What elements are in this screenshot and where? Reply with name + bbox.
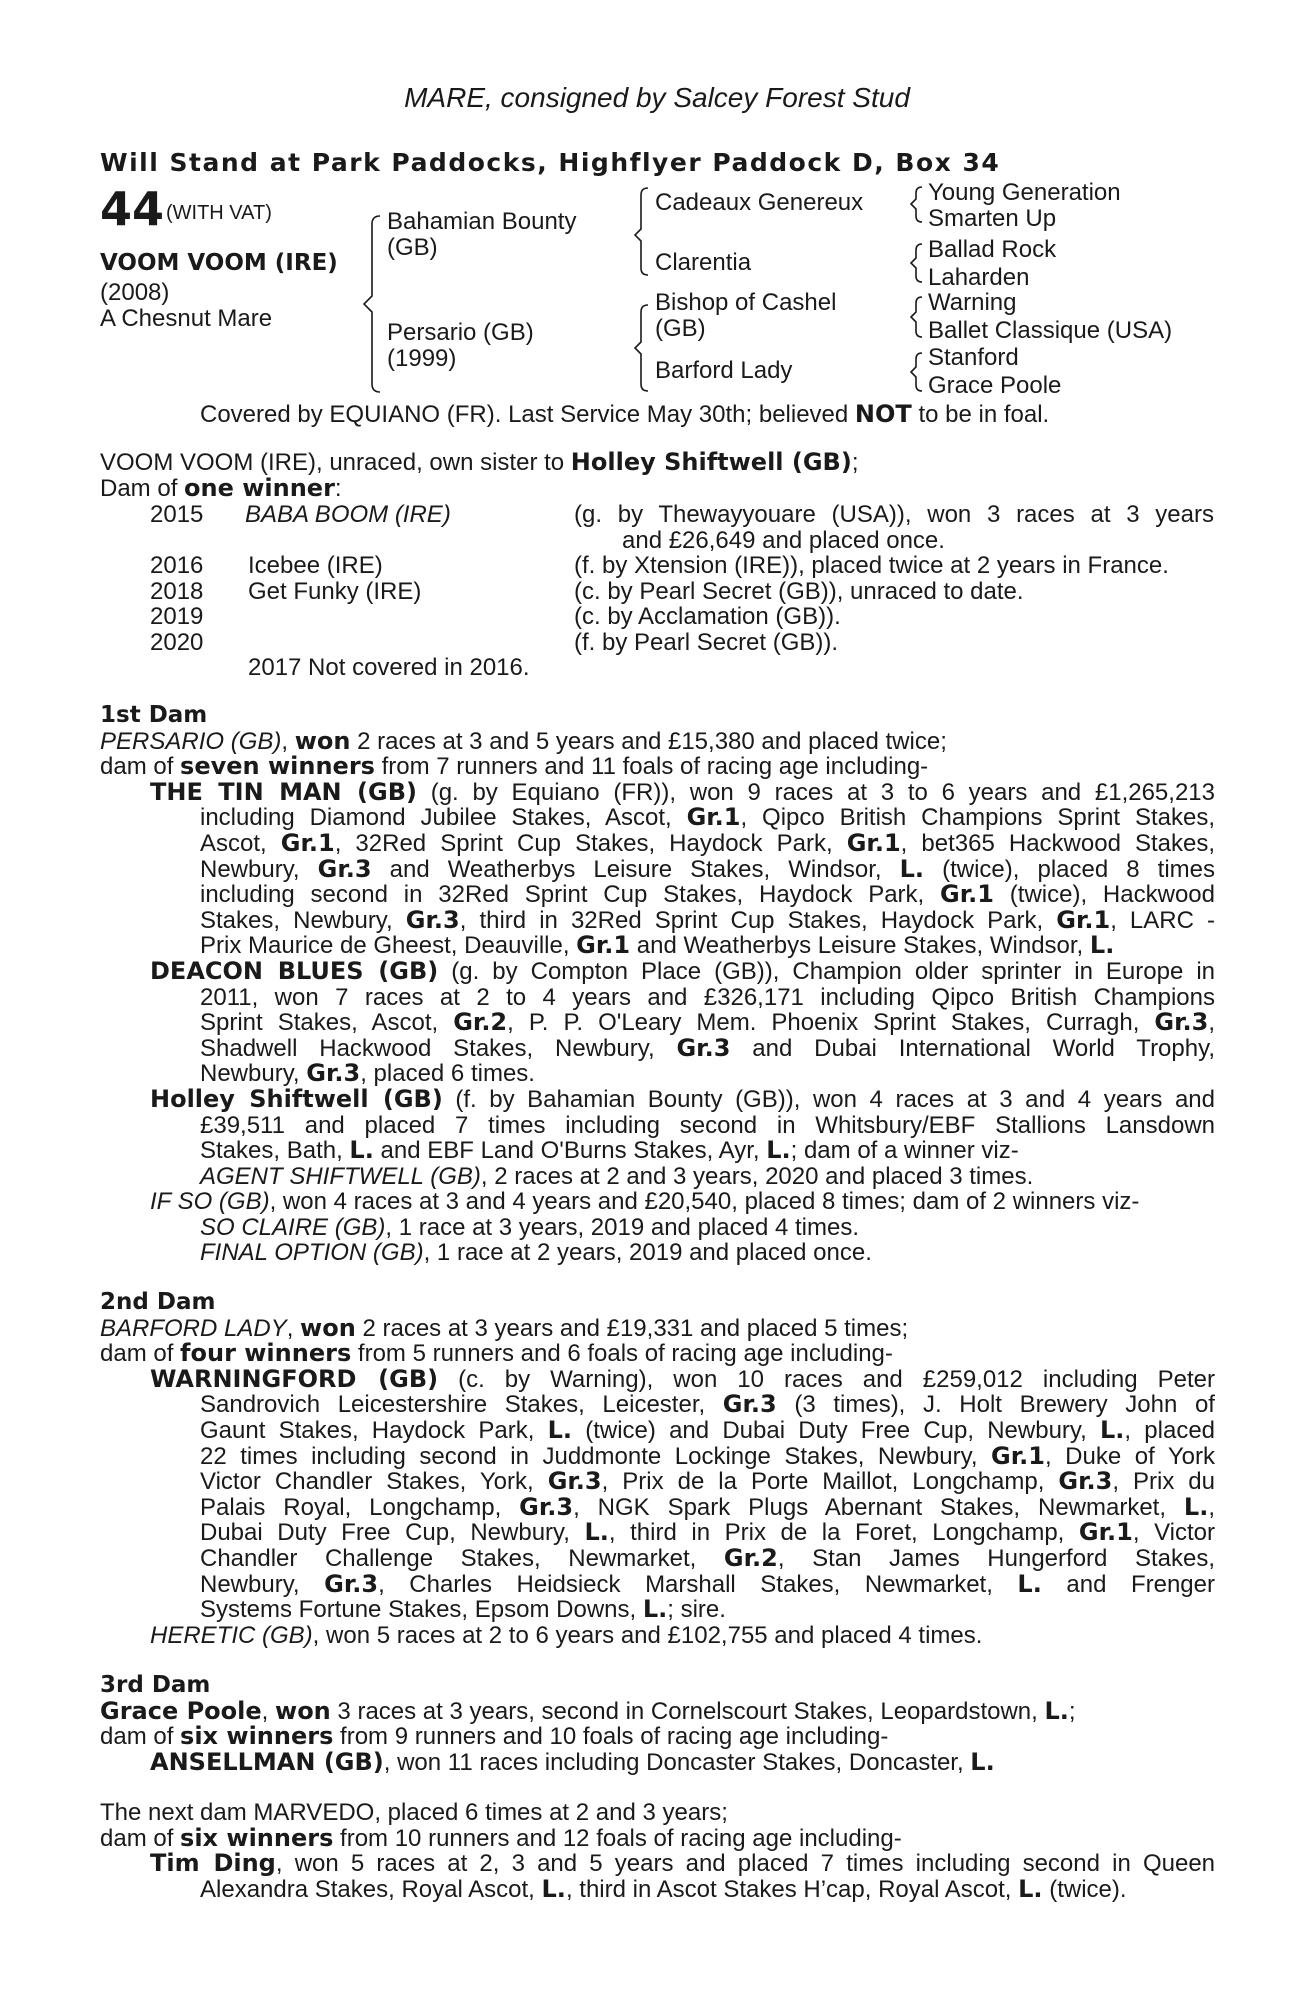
stand-location: Will Stand at Park Paddocks, Highflyer Paddock D, Box 34 bbox=[100, 148, 1001, 177]
progeny-cont: Newbury, Gr.3, placed 6 times. bbox=[200, 1059, 535, 1088]
progeny-cont: Palais Royal, Longchamp, Gr.3, NGK Spark Plugs Abernant Stakes, Newmarket, L., bbox=[200, 1492, 1215, 1521]
covering-not: NOT bbox=[854, 400, 912, 428]
sister-name: Holley Shiftwell (GB) bbox=[570, 448, 852, 476]
produce-detail: (g. by Thewayyouare (USA)), won 3 races at 3 years bbox=[574, 501, 1214, 528]
bracket-dam-line bbox=[635, 305, 648, 391]
progeny-name: WARNINGFORD (GB) bbox=[150, 1364, 439, 1393]
dam-line: PERSARIO (GB), won 2 races at 3 and 5 years and £15,380 and placed twice; bbox=[100, 726, 947, 755]
progeny-name: Holley Shiftwell (GB) bbox=[150, 1084, 443, 1113]
pedigree-ssd: Smarten Up bbox=[928, 205, 1057, 232]
pedigree-dam-sire: Bishop of Cashel (GB) bbox=[655, 289, 837, 342]
pedigree-dam-dam: Barford Lady bbox=[655, 357, 793, 384]
produce-detail: (f. by Xtension (IRE)), placed twice at 2 years in France. bbox=[574, 552, 1169, 579]
dam-line: dam of six winners from 9 runners and 10 foals of racing age including- bbox=[100, 1722, 889, 1751]
progeny-cont: Gaunt Stakes, Haydock Park, L. (twice) and Dubai Duty Free Cup, Newbury, L., placed bbox=[200, 1415, 1216, 1444]
section-heading: 3rd Dam bbox=[100, 1672, 211, 1698]
lot-number: 44 bbox=[100, 182, 165, 236]
pedigree-sdd: Laharden bbox=[928, 264, 1030, 291]
dam-line: dam of four winners from 5 runners and 6 foals of racing age including- bbox=[100, 1339, 893, 1368]
pedigree-sire-sire: Cadeaux Genereux bbox=[655, 189, 864, 216]
progeny-name: DEACON BLUES (GB) bbox=[150, 956, 439, 985]
vat-note: (WITH VAT) bbox=[166, 202, 272, 224]
produce-year: 2015 bbox=[150, 501, 204, 528]
grandprogeny-line: FINAL OPTION (GB), 1 race at 2 years, 2019 and placed once. bbox=[200, 1239, 872, 1267]
progeny-cont: Dubai Duty Free Cup, Newbury, L., third in Prix de la Foret, Longchamp, Gr.1, Victor bbox=[200, 1518, 1215, 1547]
progeny-cont: 2011, won 7 races at 2 to 4 years and £326,171 including Qipco British Champions bbox=[200, 983, 1215, 1011]
produce-year: 2020 bbox=[150, 629, 204, 656]
progeny-cont: 22 times including second in Juddmonte Lockinge Stakes, Newbury, Gr.1, Duke of York bbox=[200, 1441, 1215, 1470]
dam-line: The next dam MARVEDO, placed 6 times at 2 and 3 years; bbox=[100, 1799, 728, 1826]
pedigree-sds: Ballad Rock bbox=[928, 236, 1057, 263]
progeny-cont: Victor Chandler Stakes, York, Gr.3, Prix de la Porte Maillot, Longchamp, Gr.3, Prix du bbox=[200, 1467, 1215, 1496]
section-heading: 2nd Dam bbox=[100, 1289, 216, 1315]
pedigree-sss: Young Generation bbox=[928, 179, 1121, 206]
progeny-line: WARNINGFORD (GB) (c. by Warning), won 10 races and £259,012 including Peter bbox=[150, 1364, 1215, 1393]
bracket-sd bbox=[911, 244, 922, 282]
intro-line: Dam of one winner: bbox=[100, 473, 342, 502]
bracket-sire-line bbox=[635, 188, 648, 275]
bracket-dd bbox=[911, 353, 922, 391]
pedigree-sire-dam: Clarentia bbox=[655, 249, 752, 276]
pedigree-dsd: Ballet Classique (USA) bbox=[928, 317, 1173, 344]
produce-detail: (c. by Pearl Secret (GB)), unraced to date. bbox=[574, 578, 1024, 605]
progeny-cont: Newbury, Gr.3, Charles Heidsieck Marshall Stakes, Newmarket, L. and Frenger bbox=[200, 1569, 1215, 1598]
progeny-cont: Stakes, Newbury, Gr.3, third in 32Red Sprint Cup Stakes, Haydock Park, Gr.1, LARC - bbox=[200, 905, 1216, 934]
progeny-line: ANSELLMAN (GB), won 11 races including Doncaster Stakes, Doncaster, L. bbox=[150, 1747, 995, 1776]
not-covered-note: 2017 Not covered in 2016. bbox=[248, 654, 530, 681]
covering-note bbox=[200, 402, 1049, 428]
pedigree-dds: Stanford bbox=[928, 344, 1019, 371]
progeny-cont: Alexandra Stakes, Royal Ascot, L., third in Ascot Stakes H’cap, Royal Ascot, L. (twice). bbox=[200, 1874, 1127, 1903]
catalogue-header: MARE, consigned by Salcey Forest Stud bbox=[404, 82, 910, 113]
progeny-cont: Shadwell Hackwood Stakes, Newbury, Gr.3 and Dubai International World Trophy, bbox=[200, 1033, 1215, 1062]
produce-year: 2019 bbox=[150, 603, 204, 630]
horse-name: VOOM VOOM (IRE) bbox=[100, 250, 338, 276]
progeny-line: HERETIC (GB), won 5 races at 2 to 6 years and £102,755 and placed 4 times. bbox=[150, 1621, 983, 1649]
progeny-cont: Prix Maurice de Gheest, Deauville, Gr.1 and Weatherbys Leisure Stakes, Windsor, L. bbox=[200, 931, 1115, 960]
progeny-line: IF SO (GB), won 4 races at 3 and 4 years and £20,540, placed 8 times; dam of 2 winners viz- bbox=[150, 1188, 1140, 1216]
produce-year: 2018 bbox=[150, 578, 204, 605]
progeny-cont: including Diamond Jubilee Stakes, Ascot, Gr.1, Qipco British Champions Sprint Stakes, bbox=[200, 803, 1215, 832]
horse-year: (2008) bbox=[100, 279, 170, 306]
produce-detail: (f. by Pearl Secret (GB)). bbox=[574, 629, 839, 656]
progeny-cont: Stakes, Bath, L. and EBF Land O'Burns Stakes, Ayr, L.; dam of a winner viz- bbox=[200, 1136, 1019, 1165]
progeny-cont: Sprint Stakes, Ascot, Gr.2, P. P. O'Leary Mem. Phoenix Sprint Stakes, Curragh, Gr.3, bbox=[200, 1008, 1215, 1037]
progeny-cont: £39,511 and placed 7 times including second in Whitsbury/EBF Stallions Lansdown bbox=[200, 1111, 1215, 1139]
bracket-ss bbox=[911, 187, 922, 222]
dam-line: BARFORD LADY, won 2 races at 3 years and £19,331 and placed 5 times; bbox=[100, 1313, 909, 1342]
progeny-cont: Newbury, Gr.3 and Weatherbys Leisure Stakes, Windsor, L. (twice), placed 8 times bbox=[200, 854, 1215, 883]
dam-line: dam of six winners from 10 runners and 12 foals of racing age including- bbox=[100, 1823, 902, 1852]
pedigree-ddd: Grace Poole bbox=[928, 372, 1062, 399]
dam-line: Grace Poole, won 3 races at 3 years, second in Cornelscourt Stakes, Leopardstown, L.; bbox=[100, 1696, 1076, 1725]
third-dam-section bbox=[100, 1673, 1215, 1775]
progeny-line: Tim Ding, won 5 races at 2, 3 and 5 years and placed 7 times including second in Queen bbox=[150, 1849, 1216, 1878]
pedigree-dss: Warning bbox=[928, 289, 1017, 316]
produce-name: BABA BOOM (IRE) bbox=[245, 501, 451, 528]
bracket-sire-dam bbox=[364, 216, 380, 392]
progeny-line: THE TIN MAN (GB) (g. by Equiano (FR)), won 9 races at 3 to 6 years and £1,265,213 bbox=[150, 777, 1215, 806]
progeny-name: THE TIN MAN (GB) bbox=[150, 777, 417, 806]
next-dam-section bbox=[100, 1800, 1215, 1902]
progeny-cont: Sandrovich Leicestershire Stakes, Leicester, Gr.3 (3 times), J. Holt Brewery John of bbox=[200, 1390, 1215, 1419]
progeny-name: Tim Ding bbox=[150, 1849, 276, 1878]
horse-description: A Chesnut Mare bbox=[100, 305, 273, 332]
dam-line: dam of seven winners from 7 runners and 11 foals of racing age including- bbox=[100, 752, 929, 781]
first-dam-section bbox=[100, 703, 1215, 1266]
mare-intro bbox=[100, 450, 1215, 501]
intro-line: VOOM VOOM (IRE), unraced, own sister to Holley Shiftwell (GB); bbox=[100, 448, 859, 476]
progeny-cont: Chandler Challenge Stakes, Newmarket, Gr.2, Stan James Hungerford Stakes, bbox=[200, 1543, 1215, 1572]
progeny-line: Holley Shiftwell (GB) (f. by Bahamian Bounty (GB)), won 4 races at 3 and 4 years and bbox=[150, 1084, 1215, 1113]
pedigree-dam: Persario (GB) (1999) bbox=[387, 319, 534, 372]
produce-name: Get Funky (IRE) bbox=[248, 578, 422, 605]
progeny-cont: including second in 32Red Sprint Cup Stakes, Haydock Park, Gr.1 (twice), Hackwood bbox=[200, 880, 1215, 909]
progeny-cont: Ascot, Gr.1, 32Red Sprint Cup Stakes, Haydock Park, Gr.1, bet365 Hackwood Stakes, bbox=[200, 828, 1216, 857]
section-heading: 1st Dam bbox=[100, 702, 208, 728]
progeny-line: DEACON BLUES (GB) (g. by Compton Place (GB)), Champion older sprinter in Europe in bbox=[150, 956, 1216, 985]
produce-year: 2016 bbox=[150, 552, 204, 579]
bracket-ds bbox=[911, 297, 922, 337]
covering-tail: to be in foal. bbox=[911, 401, 1050, 428]
second-dam-section bbox=[100, 1290, 1215, 1648]
pedigree-sire: Bahamian Bounty (GB) bbox=[387, 208, 577, 261]
grandprogeny-line: SO CLAIRE (GB), 1 race at 3 years, 2019 and placed 4 times. bbox=[200, 1213, 859, 1241]
produce-detail: (c. by Acclamation (GB)). bbox=[574, 603, 841, 630]
produce-detail-cont: and £26,649 and placed once. bbox=[622, 527, 945, 554]
grandprogeny-line: AGENT SHIFTWELL (GB), 2 races at 2 and 3 years, 2020 and placed 3 times. bbox=[200, 1162, 1034, 1190]
covering-text: Covered by EQUIANO (FR). Last Service May 30th; believed bbox=[200, 401, 855, 428]
produce-name: Icebee (IRE) bbox=[248, 552, 383, 579]
progeny-name: ANSELLMAN (GB) bbox=[150, 1747, 384, 1776]
progeny-cont: Systems Fortune Stakes, Epsom Downs, L.; sire. bbox=[200, 1595, 726, 1624]
